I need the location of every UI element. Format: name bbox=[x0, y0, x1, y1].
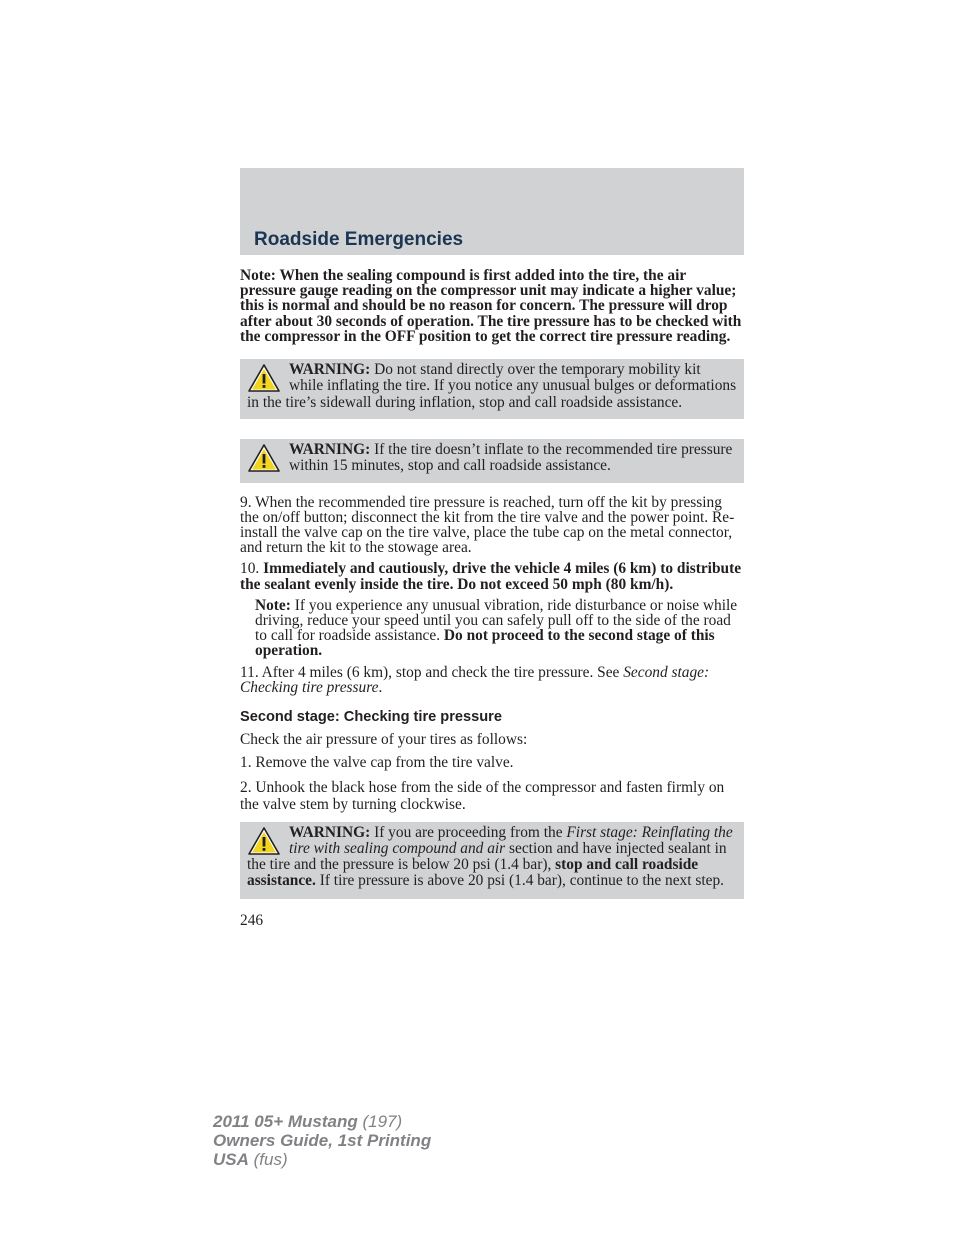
footer-market-code: (fus) bbox=[248, 1150, 288, 1169]
step-10-number: 10. bbox=[240, 560, 264, 578]
note-body: If you experience any unusual vibration, ride disturbance or noise while driving, reduce your speed until you can safely pull off to the side of the road to call for roadside assistance. bbox=[255, 596, 738, 645]
footer-guide: Owners Guide, 1st Printing bbox=[213, 1131, 432, 1150]
note-block: Note: When the sealing compound is first added into the tire, the air pressure gauge reading on the compressor unit may indicate a higher value; this is normal and should be no reason for concern. The pressure will drop after about 30 seconds of operation. The tire pressure has to be checked with the compressor in the OFF position to get the correct tire pressure reading. bbox=[240, 267, 742, 345]
warning-box-3 bbox=[240, 822, 744, 899]
step-10 bbox=[240, 561, 744, 591]
page-content bbox=[240, 268, 744, 928]
warning-body-c: If tire pressure is above 20 psi (1.4 bar), continue to the next step. bbox=[315, 872, 725, 890]
footer-code: (197) bbox=[357, 1112, 403, 1131]
warning-triangle-icon bbox=[247, 443, 281, 473]
warning-body: Do not stand directly over the temporary mobility kit while inflating the tire. If you notice any unusual bulges or deformations in the tire’s sidewall during inflation, stop and call roadside assistance. bbox=[247, 361, 737, 411]
step-1: 1. Remove the valve cap from the tire valve. bbox=[240, 754, 514, 772]
step-11-end: . bbox=[378, 678, 383, 696]
step-10-bold: Immediately and cautiously, drive the vehicle 4 miles (6 km) to distribute the sealant evenly inside the tire. Do not exceed 50 mph (80 km/h). bbox=[240, 560, 742, 593]
footer-line-3 bbox=[213, 1150, 431, 1169]
subheading: Second stage: Checking tire pressure bbox=[240, 708, 502, 725]
warning-triangle-icon bbox=[247, 826, 281, 856]
step-11 bbox=[240, 665, 744, 695]
step-11-ref: Second stage: Checking tire pressure bbox=[240, 663, 710, 696]
warning-body-a: If you are proceeding from the bbox=[370, 823, 567, 841]
warning-box-1 bbox=[240, 359, 744, 419]
footer-line-2 bbox=[213, 1131, 431, 1150]
step-2: 2. Unhook the black hose from the side of the compressor and fasten firmly on the valve stem by turning clockwise. bbox=[240, 778, 725, 813]
footer-market: USA bbox=[213, 1150, 249, 1169]
warning-body: If the tire doesn’t inflate to the recommended tire pressure within 15 minutes, stop and call roadside assistance. bbox=[289, 440, 733, 475]
warning-ref: First stage: Reinflating the tire with sealing compound and air bbox=[289, 823, 733, 857]
warning-label: WARNING: bbox=[289, 361, 371, 379]
footer-imprint bbox=[213, 1112, 431, 1169]
step-9: 9. When the recommended tire pressure is reached, turn off the kit by pressing the on/off button; disconnect the kit from the tire valve and the power point. Re-install the valve cap on the tire valve, place the tube cap on the metal connector, and return the kit to the stowage area. bbox=[240, 493, 735, 557]
footer-model: 2011 05+ Mustang bbox=[213, 1112, 358, 1131]
warning-3-text bbox=[247, 825, 737, 890]
warning-triangle-icon bbox=[247, 363, 281, 393]
warning-label: WARNING: bbox=[289, 440, 371, 458]
page-number: 246 bbox=[240, 911, 264, 929]
section-title: Roadside Emergencies bbox=[254, 229, 464, 250]
warning-body-b: section and have injected sealant in the tire and the pressure is below 20 psi (1.4 bar), bbox=[247, 839, 727, 874]
warning-box-2 bbox=[240, 439, 744, 483]
warning-bold: stop and call roadside assistance. bbox=[247, 856, 699, 890]
note-label: Note: bbox=[255, 596, 291, 614]
intro-text: Check the air pressure of your tires as follows: bbox=[240, 731, 528, 749]
warning-2-text bbox=[247, 442, 737, 475]
section-header-band bbox=[240, 168, 744, 255]
warning-1-text bbox=[247, 362, 737, 411]
step-10-note bbox=[255, 598, 744, 659]
warning-label: WARNING: bbox=[289, 823, 371, 841]
note-bold: Do not proceed to the second stage of this operation. bbox=[255, 627, 715, 660]
footer-line-1 bbox=[213, 1112, 431, 1131]
step-11-text: 11. After 4 miles (6 km), stop and check the tire pressure. See bbox=[240, 663, 624, 681]
